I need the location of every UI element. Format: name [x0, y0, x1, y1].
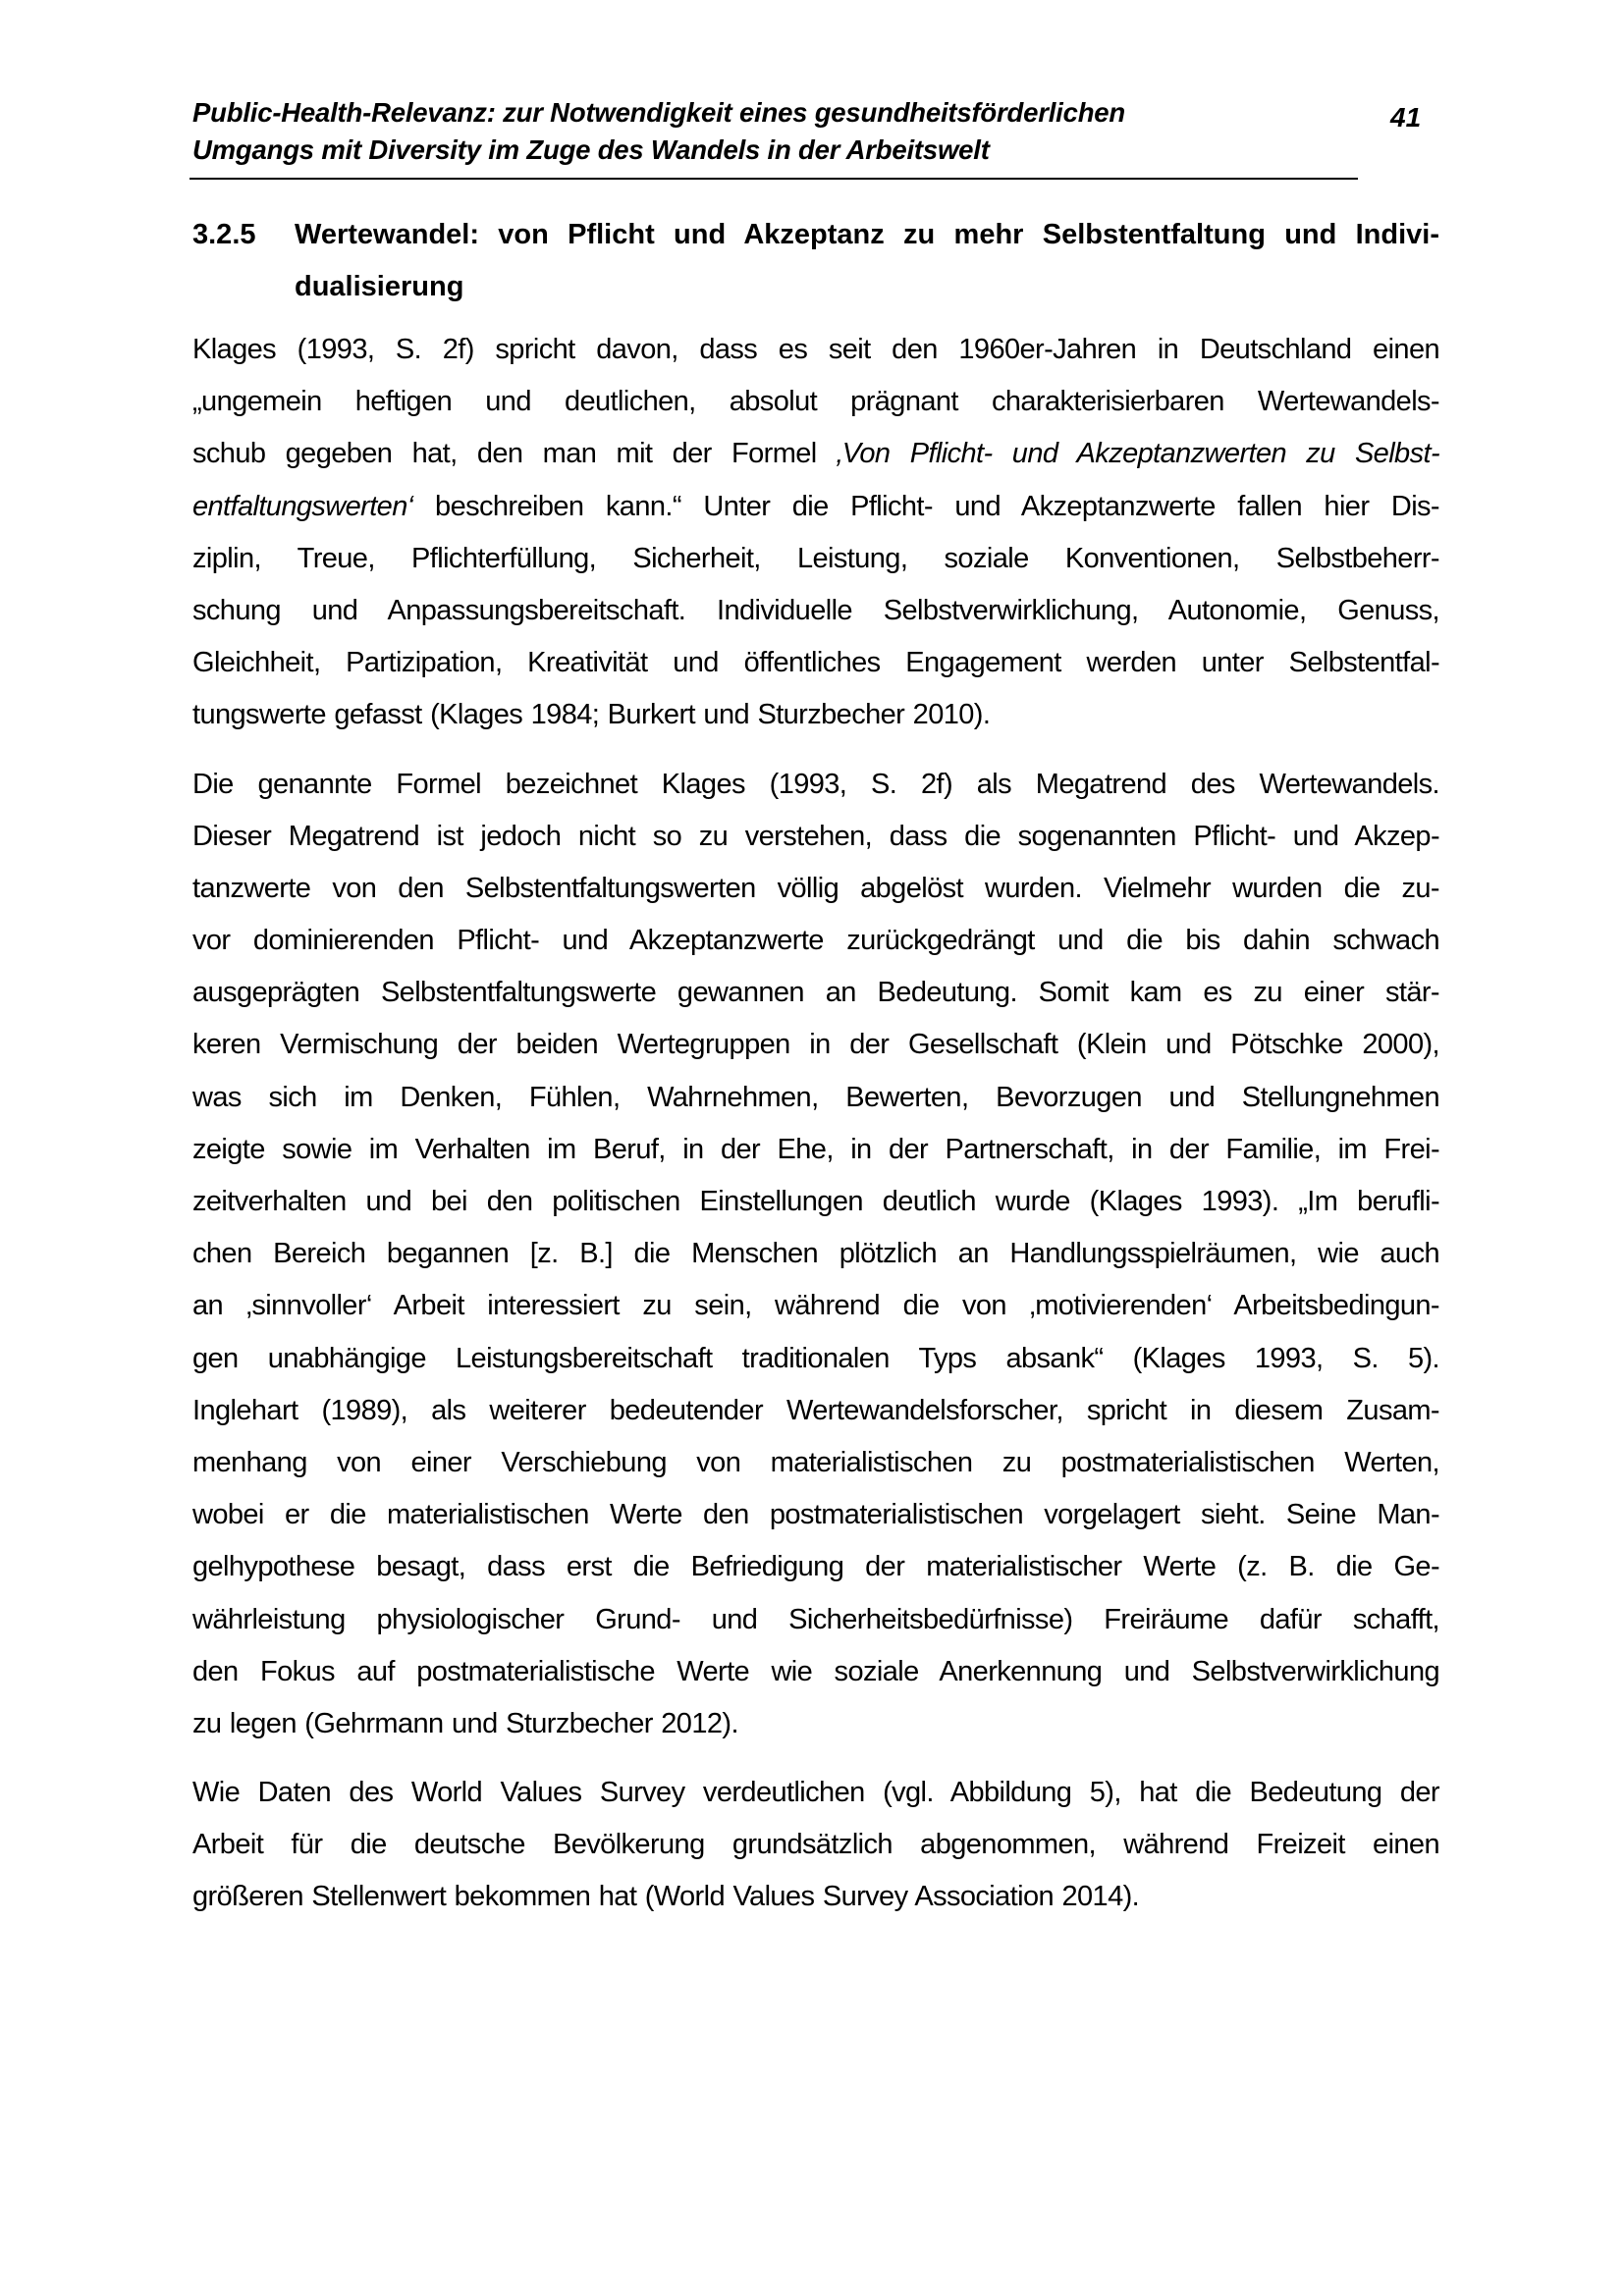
header-divider — [189, 178, 1358, 180]
text-line: währleistung physiologischer Grund- und Sicherheitsbedürfnisse) Freiräume dafür schafft, — [192, 1603, 1439, 1635]
italic-quote: ‚Von Pflicht- und Akzeptanzwerten zu Selbst- — [836, 438, 1440, 470]
text-line: Klages (1993, S. 2f) spricht davon, dass es seit den 1960er-Jahren in Deutschland einen — [192, 334, 1439, 365]
text-line: ziplin, Treue, Pflichterfüllung, Sicherheit, Leistung, soziale Konventionen, Selbstbeherr- — [192, 542, 1439, 574]
text-line: tanzwerte von den Selbstentfaltungswerten völlig abgelöst wurden. Vielmehr wurden die zu- — [192, 872, 1439, 904]
text-line: schung und Anpassungsbereitschaft. Individuelle Selbstverwirklichung, Autonomie, Genuss, — [192, 594, 1439, 626]
text-line: chen Bereich begannen [z. B.] die Menschen plötzlich an Handlungsspielräumen, wie auch — [192, 1238, 1439, 1270]
section-title-line-2: dualisierung — [295, 271, 464, 303]
text-line: was sich im Denken, Fühlen, Wahrnehmen, Bewerten, Bevorzugen und Stellungnehmen — [192, 1081, 1439, 1113]
text-line: den Fokus auf postmaterialistische Werte wie soziale Anerkennung und Selbstverwirklichung — [192, 1655, 1439, 1687]
text-line: zu legen (Gehrmann und Sturzbecher 2012). — [192, 1707, 738, 1739]
text-run: beschreiben kann.“ Unter die Pflicht- und Akzeptanzwerte fallen hier Dis- — [412, 490, 1439, 522]
section-title — [295, 216, 1439, 320]
text-line: an ‚sinnvoller‘ Arbeit interessiert zu sein, während die von ‚motivierenden‘ Arbeitsbedingun- — [192, 1290, 1439, 1322]
paragraph — [192, 759, 1439, 1751]
text-line: wobei er die materialistischen Werte den postmaterialistischen vorgelagert sieht. Seine Man- — [192, 1499, 1439, 1531]
text-line: vor dominierenden Pflicht- und Akzeptanzwerte zurückgedrängt und die bis dahin schwach — [192, 925, 1439, 957]
text-line: Wie Daten des World Values Survey verdeutlichen (vgl. Abbildung 5), hat die Bedeutung der — [192, 1777, 1439, 1809]
text-line: Die genannte Formel bezeichnet Klages (1993, S. 2f) als Megatrend des Wertewandels. — [192, 768, 1439, 800]
text-line — [192, 428, 1439, 480]
text-line: „ungemein heftigen und deutlichen, absolut prägnant charakterisierbaren Wertewandels- — [192, 386, 1439, 418]
running-header-line-1: Public-Health-Relevanz: zur Notwendigkeit eines gesundheitsförderlichen — [192, 97, 1125, 128]
text-line — [192, 481, 1439, 533]
text-line: Inglehart (1989), als weiterer bedeutender Wertewandelsforscher, spricht in diesem Zusam- — [192, 1394, 1439, 1426]
page-number: 41 — [1390, 102, 1422, 133]
text-line: gen unabhängige Leistungsbereitschaft traditionalen Typs absank“ (Klages 1993, S. 5). — [192, 1342, 1439, 1374]
text-line: zeigte sowie im Verhalten im Beruf, in der Ehe, in der Partnerschaft, in der Familie, im Frei- — [192, 1133, 1439, 1165]
text-line: zeitverhalten und bei den politischen Einstellungen deutlich wurde (Klages 1993). „Im berufli- — [192, 1186, 1439, 1217]
running-header-line-2: Umgangs mit Diversity im Zuge des Wandels in der Arbeitswelt — [192, 134, 990, 165]
section-number: 3.2.5 — [192, 219, 256, 250]
text-line: Gleichheit, Partizipation, Kreativität und öffentliches Engagement werden unter Selbstentfal- — [192, 647, 1439, 679]
text-line: menhang von einer Verschiebung von materialistischen zu postmaterialistischen Werten, — [192, 1446, 1439, 1478]
section-heading — [192, 216, 1439, 320]
paragraph — [192, 324, 1439, 742]
text-line: tungswerte gefasst (Klages 1984; Burkert und Sturzbecher 2010). — [192, 699, 991, 731]
text-line: Arbeit für die deutsche Bevölkerung grundsätzlich abgenommen, während Freizeit einen — [192, 1829, 1439, 1861]
text-line: ausgeprägten Selbstentfaltungswerte gewannen an Bedeutung. Somit kam es zu einer stär- — [192, 977, 1439, 1009]
running-header — [192, 94, 1361, 169]
text-run: schub gegeben hat, den man mit der Formel — [192, 438, 837, 470]
paragraph — [192, 1767, 1439, 1924]
text-line: Dieser Megatrend ist jedoch nicht so zu verstehen, dass die sogenannten Pflicht- und Akzep- — [192, 820, 1439, 852]
section-title-line-1: Wertewandel: von Pflicht und Akzeptanz zu mehr Selbstentfaltung und Indivi- — [295, 219, 1439, 250]
text-line: gelhypothese besagt, dass erst die Befriedigung der materialistischer Werte (z. B. die Ge- — [192, 1551, 1439, 1583]
body-text — [192, 324, 1439, 1941]
text-line: größeren Stellenwert bekommen hat (World Values Survey Association 2014). — [192, 1881, 1140, 1913]
italic-quote: entfaltungswerten‘ — [192, 490, 413, 522]
text-line: keren Vermischung der beiden Wertegruppen in der Gesellschaft (Klein und Pötschke 2000), — [192, 1029, 1439, 1061]
